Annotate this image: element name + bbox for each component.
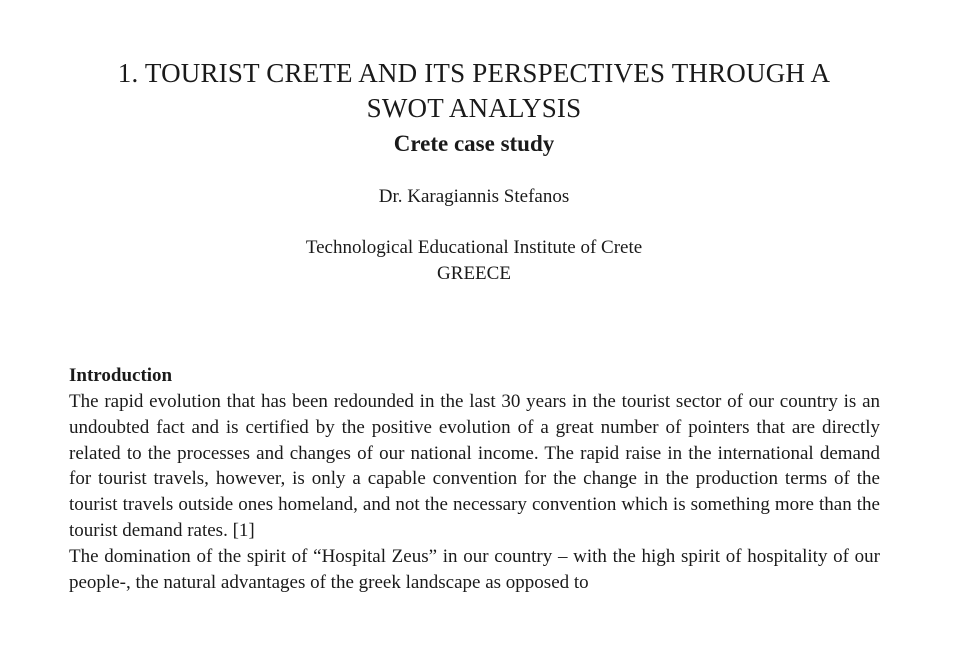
title-line-1: 1. TOURIST CRETE AND ITS PERSPECTIVES THROUGH A	[117, 58, 831, 88]
author-name: Dr. Karagiannis Stefanos	[378, 186, 570, 207]
paragraph-2: The domination of the spirit of “Hospital Zeus” in our country – with the high spirit of hospitality of our people-, the natural advantages of the greek landscape as opposed to	[69, 545, 880, 593]
paper-subtitle: Crete case study	[393, 131, 555, 156]
author-affiliation	[0, 235, 948, 287]
institution-name: Technological Educational Institute of Crete	[305, 237, 643, 258]
paragraph-1: The rapid evolution that has been redounded in the last 30 years in the tourist sector of our country is an undoubted fact and is certified by the positive evolution of a great number of pointers that are directly related to the processes and changes of our national income. The rapid raise in the international demand for tourist travels, however, is only a capable convention for the change in the production terms of the tourist travels outside ones homeland, and not the necessary convention which is something more than the tourist demand rates. [1]	[69, 391, 880, 541]
country-name: GREECE	[437, 263, 511, 284]
title-line-2: SWOT ANALYSIS	[366, 93, 582, 123]
introduction-body	[69, 389, 880, 595]
paper-title	[0, 56, 948, 126]
section-heading-introduction: Introduction	[69, 365, 173, 386]
